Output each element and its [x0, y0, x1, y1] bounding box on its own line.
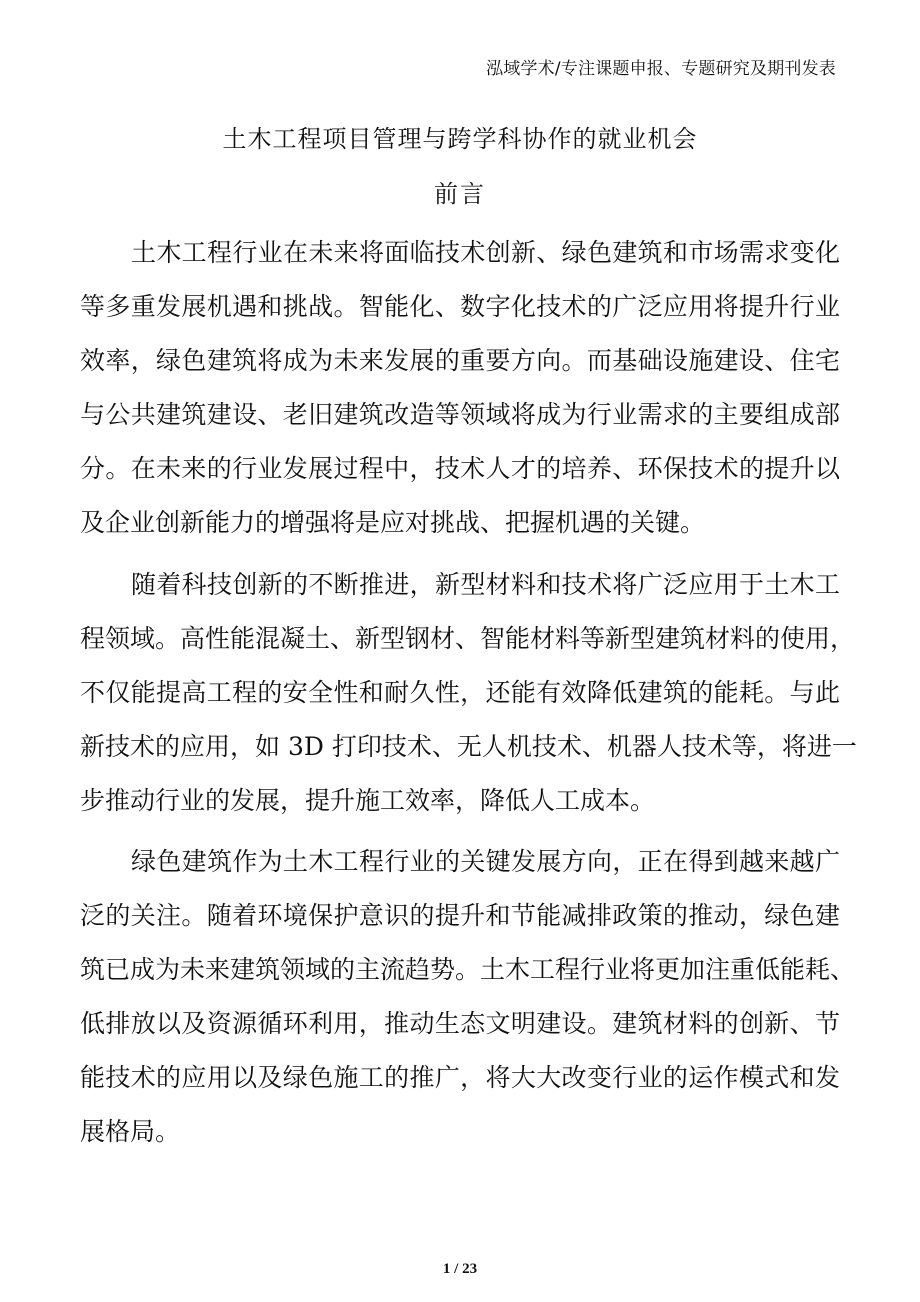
paragraph-line: 与公共建筑建设、老旧建筑改造等领域将成为行业需求的主要组成部	[80, 400, 840, 429]
paragraph-line: 低排放以及资源循环利用，推动生态文明建设。建筑材料的创新、节	[80, 1009, 840, 1038]
paragraph-line: 步推动行业的发展，提升施工效率，降低人工成本。	[80, 786, 656, 815]
paragraph-line: 泛的关注。随着环境保护意识的提升和节能减排政策的推动，绿色建	[80, 901, 840, 930]
paragraph-line: 程领域。高性能混凝土、新型钢材、智能材料等新型建筑材料的使用，	[80, 624, 856, 653]
paragraph-line: 展格局。	[80, 1117, 181, 1146]
paragraph-line: 等多重发展机遇和挑战。智能化、数字化技术的广泛应用将提升行业	[80, 292, 840, 321]
paragraph-line: 分。在未来的行业发展过程中，技术人才的培养、环保技术的提升以	[80, 454, 840, 483]
paragraph-line: 能技术的应用以及绿色施工的推广，将大大改变行业的运作模式和发	[80, 1063, 840, 1092]
paragraph-line: 及企业创新能力的增强将是应对挑战、把握机遇的关键。	[80, 508, 706, 537]
paragraph-line: 随着科技创新的不断推进，新型材料和技术将广泛应用于土木工	[131, 570, 840, 599]
page-number: 1 / 23	[442, 1261, 478, 1277]
document-title: 土木工程项目管理与跨学科协作的就业机会	[222, 125, 698, 153]
paragraph-line: 新技术的应用，如 3D 打印技术、无人机技术、机器人技术等，将进一	[80, 732, 857, 761]
running-header: 泓域学术/专注课题申报、专题研究及期刊发表	[486, 59, 836, 79]
section-title: 前言	[434, 180, 486, 208]
paragraph-line: 效率，绿色建筑将成为未来发展的重要方向。而基础设施建设、住宅	[80, 346, 840, 375]
paragraph-line: 筑已成为未来建筑领域的主流趋势。土木工程行业将更加注重低能耗、	[80, 955, 856, 984]
paragraph-line: 绿色建筑作为土木工程行业的关键发展方向，正在得到越来越广	[131, 847, 840, 876]
paragraph-line: 不仅能提高工程的安全性和耐久性，还能有效降低建筑的能耗。与此	[80, 678, 840, 707]
paragraph-line: 土木工程行业在未来将面临技术创新、绿色建筑和市场需求变化	[131, 238, 840, 267]
